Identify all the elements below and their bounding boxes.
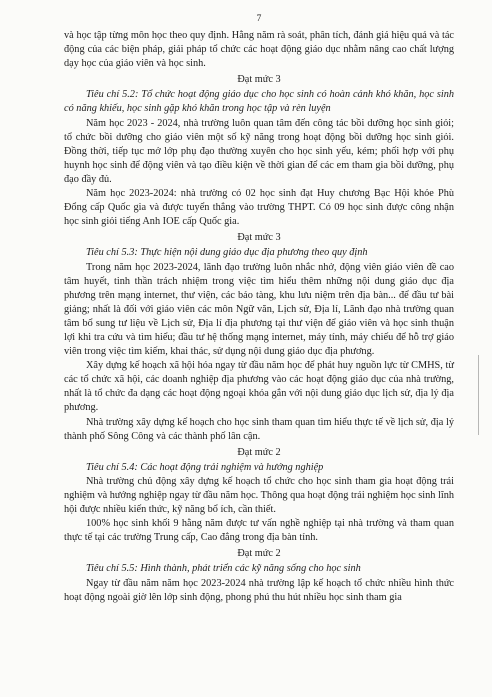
- page-number: 7: [256, 14, 262, 24]
- criterion-heading: Tiêu chí 5.2: Tổ chức hoạt động giáo dục cho học sinh có hoàn cảnh khó khăn, học sinh có năng khiếu, học sinh gặp khó khăn trong học tập và rèn luyện: [64, 89, 454, 115]
- body-paragraph: Năm học 2023-2024: nhà trường có 02 học sinh đạt Huy chương Bạc Hội khỏe Phù Đổng cấp Quốc gia và được tuyển thẳng vào trường THPT. Có 09 học sinh được công nhận học sinh giỏi tiếng Anh IOE cấp Quốc gia.: [64, 188, 454, 228]
- body-paragraph: Nhà trường xây dựng kế hoạch cho học sinh tham quan tìm hiểu thực tế về lịch sử, địa lý thành phố Sông Công và các thành phố lân cận.: [64, 416, 454, 442]
- criterion-heading: Tiêu chí 5.5: Hình thành, phát triển các kỹ năng sống cho học sinh: [86, 563, 361, 575]
- body-paragraph: Trong năm học 2023-2024, lãnh đạo trường luôn nhắc nhở, động viên giáo viên đề cao tâm huyết, tinh thần trách nhiệm trong việc tìm hiểu thêm những nội dung giáo dục địa phương trên mạng internet, thư viện, các bảo tàng, khu lưu niệm trên địa bàn... để đầu tư bài giảng; nhất là đối với giáo viên các môn Ngữ văn, Lịch sử, Địa lí, Lãnh đạo nhà trường quan tâm bổ sung tư liệu về Lịch sử, Địa lí địa phương tại thư viện để giáo viên và học sinh thuận lợi khi tra cứu và tìm hiểu; đầu tư hệ thống mạng internet, máy tính, máy chiếu để hỗ trợ giáo viên trong việc tìm kiếm, khai thác, sử dụng nội dung giáo dục địa phương.: [64, 261, 454, 358]
- rating-level: Đạt mức 2: [237, 446, 281, 458]
- criterion-heading: Tiêu chí 5.3: Thực hiện nội dung giáo dục địa phương theo quy định: [86, 247, 368, 259]
- rating-level: Đạt mức 3: [237, 74, 281, 86]
- criterion-heading: Tiêu chí 5.4: Các hoạt động trải nghiệm và hướng nghiệp: [86, 461, 324, 473]
- document-body: [64, 29, 454, 605]
- rating-level: Đạt mức 3: [237, 232, 281, 244]
- seal-stamp-fragment: [478, 355, 492, 435]
- body-paragraph: Năm học 2023 - 2024, nhà trường luôn quan tâm đến công tác bồi dưỡng học sinh giỏi; tổ chức bồi dưỡng cho giáo viên một số kỹ năng trong hoạt động bồi dưỡng học sinh giỏi. Đồng thời, tiếp tục mở lớp phụ đạo thường xuyên cho học sinh yếu, kém; phối hợp với phụ huynh học sinh để động viên và tạo điều kiện về thời gian để các em tham gia bồi dưỡng, phụ đạo đầy đủ.: [64, 117, 454, 185]
- body-paragraph: Ngay từ đầu năm năm học 2023-2024 nhà trường lập kế hoạch tổ chức nhiều hình thức hoạt động ngoài giờ lên lớp sinh động, phong phú thu hút nhiều học sinh tham gia: [64, 577, 454, 603]
- body-paragraph: 100% học sinh khối 9 hằng năm được tư vấn nghề nghiệp tại nhà trường và tham quan thực tế tại các trường Trung cấp, Cao đẳng trong địa bàn tỉnh.: [64, 518, 454, 544]
- body-paragraph: và học tập từng môn học theo quy định. Hằng năm rà soát, phân tích, đánh giá hiệu quả và tác động của các biện pháp, giải pháp tổ chức các hoạt động giáo dục nhằm nâng cao chất lượng dạy học của giáo viên và học sinh.: [64, 30, 454, 70]
- body-paragraph: Xây dựng kế hoạch xã hội hóa ngay từ đầu năm học để phát huy nguồn lực từ CMHS, từ các tổ chức xã hội, các doanh nghiệp địa phương vào các hoạt động giáo dục của nhà trường, nhất là tổ chức đa dạng các hoạt động ngoại khóa gắn với nội dung giáo dục lịch sử, địa lý địa phương.: [64, 360, 454, 414]
- body-paragraph: Nhà trường chủ động xây dựng kế hoạch tổ chức cho học sinh tham gia hoạt động trải nghiệm và hướng nghiệp ngay từ đầu năm học. Thông qua hoạt động trải nghiệm học sinh lĩnh hội được nhiều kiến thức, kỹ năng bổ ích, cần thiết.: [64, 475, 454, 516]
- rating-level: Đạt mức 2: [237, 548, 281, 560]
